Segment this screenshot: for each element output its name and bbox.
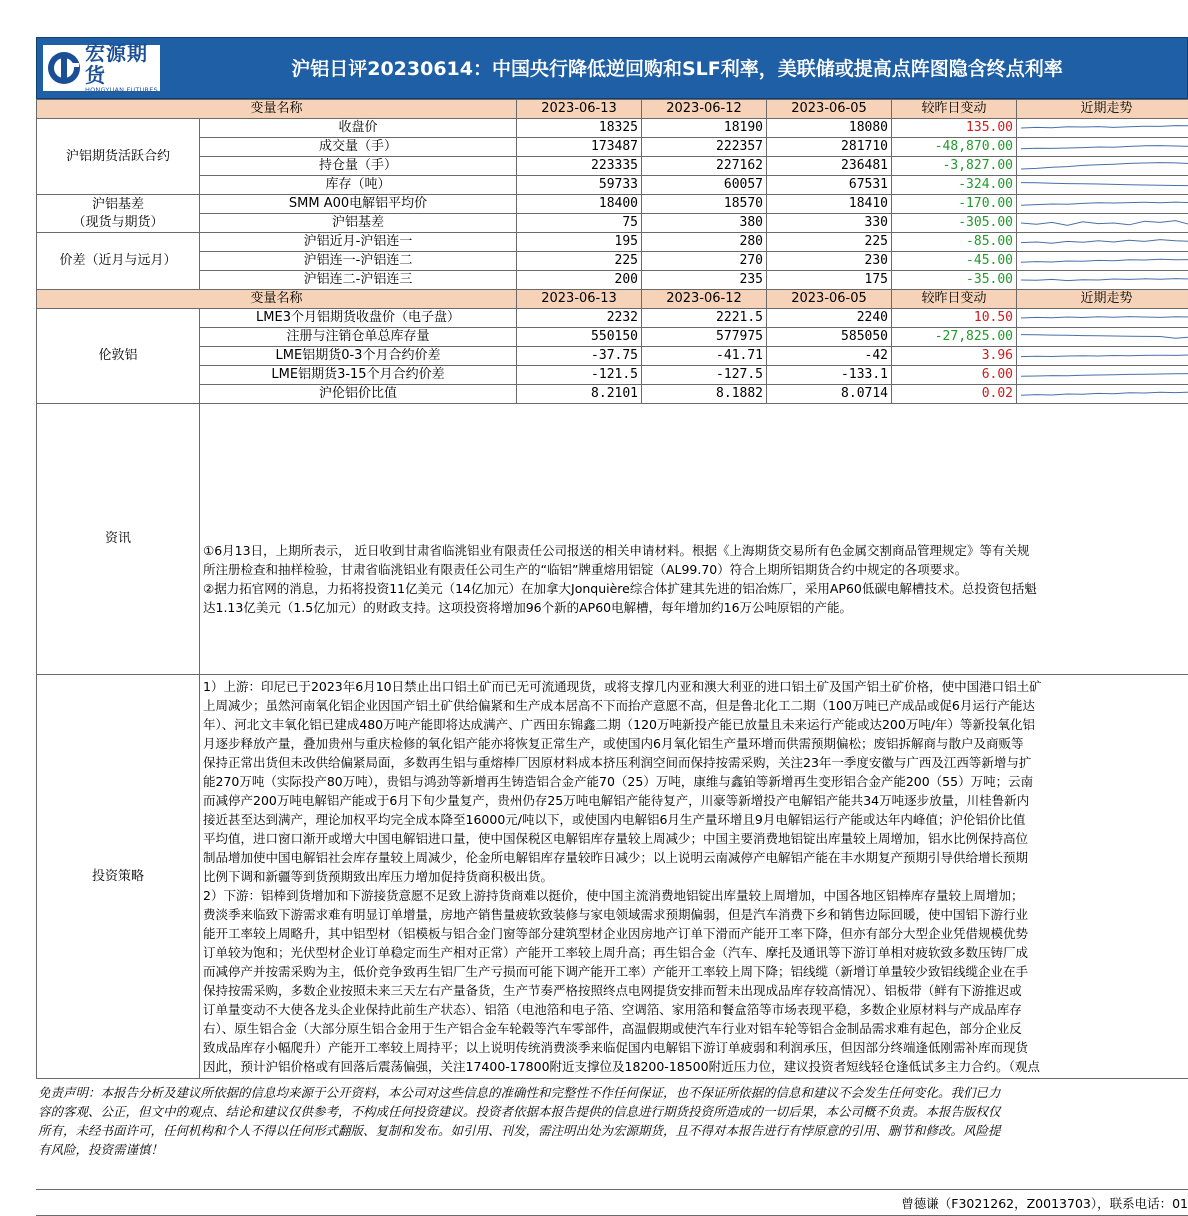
- variable-name: 沪铝连二-沪铝连三: [200, 271, 517, 290]
- daily-change: -170.00: [892, 195, 1017, 214]
- trend-sparkline: [1017, 271, 1188, 289]
- strategy-line: 右）、原生铝合金（大部分原生铝合金用于生产铝合金车轮毂等汽车零部件，高温假期或使汽车行业对铝车轮等铝合金制品需求难有起色，部分企业反: [203, 1019, 1188, 1038]
- trend-sparkline: [1017, 119, 1188, 137]
- daily-change: -45.00: [892, 252, 1017, 271]
- strategy-line: 制品增加使中国电解铝社会库存量较上周减少，伦金所电解铝库存量较昨日减少；以上说明云南减停产电解铝产能在丰水期复产预期引导供给增长预期: [203, 848, 1188, 867]
- value-2023-06-13: 200: [517, 271, 642, 290]
- value-2023-06-05: 2240: [767, 309, 892, 328]
- table-row: [37, 347, 1188, 366]
- daily-change: 10.50: [892, 309, 1017, 328]
- trend-line: [1021, 202, 1188, 205]
- news-line: ①6月13日，上期所表示， 近日收到甘肃省临洮铝业有限责任公司报送的相关申请材料。根据《上海期货交易所有色金属交割商品管理规定》等有关规: [203, 541, 1188, 560]
- disclaimer-line: 免责声明：本报告分析及建议所依据的信息均来源于公开资料，本公司对这些信息的准确性和完整性不作任何保证，也不保证所依据的信息和建议不会发生任何变化。我们已力: [38, 1083, 1188, 1102]
- value-2023-06-12: 18190: [642, 119, 767, 138]
- disclaimer-line: 所有，未经书面许可，任何机构和个人不得以任何形式翻版、复制和发布。如引用、刊发，需注明出处为宏源期货，且不得对本报告进行有悖原意的引用、删节和修改。风险提: [38, 1121, 1188, 1140]
- trend-sparkline: [1017, 309, 1188, 327]
- analyst-contact: 曾德谦（F3021262，Z0013703），联系电话：01: [36, 1194, 1188, 1216]
- recent-trend-cell: [1017, 328, 1188, 347]
- trend-sparkline: [1017, 347, 1188, 365]
- strategy-line: 上周减少；虽然河南氧化铝企业因国产铝土矿供给偏紧和生产成本居高不下而抬产意愿不高，但是鲁北化工二期（100万吨已产成品或促6月运行产能达: [203, 696, 1188, 715]
- category-cell: 价差（近月与远月）: [37, 233, 200, 290]
- table-row: [37, 233, 1188, 252]
- daily-change: -324.00: [892, 176, 1017, 195]
- daily-change: -85.00: [892, 233, 1017, 252]
- variable-name: LME铝期货3-15个月合约价差: [200, 366, 517, 385]
- news-content: [200, 404, 1188, 675]
- value-2023-06-13: 550150: [517, 328, 642, 347]
- trend-sparkline: [1017, 214, 1188, 232]
- strategy-line: 订单较为饱和；光伏型材企业订单稳定而生产相对正常）产能开工率较上周升高；再生铝合金（汽车、摩托及通讯等下游订单相对疲软致多数压铸厂成: [203, 943, 1188, 962]
- column-header: 变量名称: [37, 100, 517, 119]
- column-header: 2023-06-12: [642, 100, 767, 119]
- disclaimer-line: 容的客观、公正，但文中的观点、结论和建议仅供参考，不构成任何投资建议。投资者依据本报告提供的信息进行期货投资所造成的一切后果，本公司概不负责。本报告版权仅: [38, 1102, 1188, 1121]
- variable-name: 注册与注销仓单总库存量: [200, 328, 517, 347]
- category-label-line: （现货与期货）: [40, 214, 196, 232]
- value-2023-06-05: 585050: [767, 328, 892, 347]
- hongyuan-logo-icon: [47, 51, 81, 85]
- strategy-line: 能开工率较上周略升，其中铝型材（铝模板与铝合金门窗等部分建筑型材企业因房地产订单下滑而产能开工率下降，但亦有部分大型企业凭借规模优势: [203, 924, 1188, 943]
- recent-trend-cell: [1017, 119, 1188, 138]
- strategy-line: 而减停产并按需采购为主，低价竞争致再生铝厂生产亏损而可能下调产能开工率）产能开工率较上周下降；铝线缆（新增订单量较少致铝线缆企业在手: [203, 962, 1188, 981]
- trend-sparkline: [1017, 176, 1188, 194]
- logo-chinese-name: 宏源期货: [85, 42, 160, 86]
- value-2023-06-13: 223335: [517, 157, 642, 176]
- table-row: [37, 271, 1188, 290]
- strategy-line: 2）下游：铝棒到货增加和下游接货意愿不足致上游持货商难以挺价，使中国主流消费地铝锭出库量较上周增加，中国各地区铝棒库存量较上周增加；: [203, 886, 1188, 905]
- category-cell: 伦敦铝: [37, 309, 200, 404]
- daily-change: -48,870.00: [892, 138, 1017, 157]
- column-header: 2023-06-13: [517, 100, 642, 119]
- variable-name: 成交量（手）: [200, 138, 517, 157]
- table-row: [37, 176, 1188, 195]
- table-row: [37, 138, 1188, 157]
- trend-sparkline: [1017, 157, 1188, 175]
- value-2023-06-12: 60057: [642, 176, 767, 195]
- value-2023-06-12: 222357: [642, 138, 767, 157]
- recent-trend-cell: [1017, 309, 1188, 328]
- variable-name: SMM A00电解铝平均价: [200, 195, 517, 214]
- strategy-line: 保持按需采购，多数企业按照未来三天左右产量备货，生产节奏严格按照终点电网提货安排而暂未出现成品库存较高情况）、铝板带（鲜有下游推迟或: [203, 981, 1188, 1000]
- report-title: 沪铝日评20230614：中国央行降低逆回购和SLF利率，美联储或提高点阵图隐含终点利率: [167, 54, 1187, 81]
- recent-trend-cell: [1017, 214, 1188, 233]
- column-header: 变量名称: [37, 290, 517, 309]
- recent-trend-cell: [1017, 157, 1188, 176]
- news-line: 所注册检查和抽样检验，甘肃省临洮铝业有限责任公司生产的“临铝”牌重熔用铝锭（AL99.70）符合上期所铝期货合约中规定的各项要求。: [203, 560, 1188, 579]
- column-header: 近期走势: [1017, 100, 1188, 119]
- hongyuan-logo: [43, 45, 160, 91]
- strategy-line: 保持正常出货但未改供给偏紧局面，多数再生铝与重熔棒厂因原材料成本挤压利润空间而保持按需采购，关注23年一季度安徽与广西及江西等新增与扩: [203, 753, 1188, 772]
- variable-name: 收盘价: [200, 119, 517, 138]
- column-header: 2023-06-05: [767, 290, 892, 309]
- report-header: [36, 37, 1188, 99]
- category-cell: [37, 195, 200, 233]
- value-2023-06-05: 230: [767, 252, 892, 271]
- value-2023-06-05: 330: [767, 214, 892, 233]
- daily-change: -3,827.00: [892, 157, 1017, 176]
- value-2023-06-05: -42: [767, 347, 892, 366]
- table-header-row: [37, 100, 1188, 119]
- value-2023-06-05: -133.1: [767, 366, 892, 385]
- table-row: [37, 366, 1188, 385]
- daily-change: 135.00: [892, 119, 1017, 138]
- strategy-content: [200, 675, 1188, 1079]
- value-2023-06-12: -127.5: [642, 366, 767, 385]
- value-2023-06-12: 577975: [642, 328, 767, 347]
- trend-sparkline: [1017, 195, 1188, 213]
- strategy-line: 平均值，进口窗口渐开或增大中国电解铝进口量，使中国保税区电解铝库存量较上周减少；中国主要消费地铝锭出库量较上周增加，铝水比例保持高位: [203, 829, 1188, 848]
- column-header: 近期走势: [1017, 290, 1188, 309]
- value-2023-06-12: 227162: [642, 157, 767, 176]
- trend-sparkline: [1017, 138, 1188, 156]
- market-data-table: [36, 99, 1188, 1079]
- table-row: [37, 195, 1188, 214]
- value-2023-06-13: 18325: [517, 119, 642, 138]
- value-2023-06-12: 18570: [642, 195, 767, 214]
- table-row: [37, 328, 1188, 347]
- value-2023-06-05: 67531: [767, 176, 892, 195]
- recent-trend-cell: [1017, 271, 1188, 290]
- strategy-line: 致成品库存小幅爬升）产能开工率较上周持平；以上说明传统消费淡季来临促国内电解铝下游订单疲弱和利润承压，但因部分终端逢低刚需补库而现货: [203, 1038, 1188, 1057]
- value-2023-06-05: 18080: [767, 119, 892, 138]
- category-label-line: 沪铝基差: [40, 196, 196, 214]
- column-header: 2023-06-12: [642, 290, 767, 309]
- strategy-line: 能270万吨（实际投产80万吨），贵铝与鸿劲等新增再生铸造铝合金产能70（25）万吨，康维与鑫铂等新增再生变形铝合金产能200（55）万吨；云南: [203, 772, 1188, 791]
- value-2023-06-05: 8.0714: [767, 385, 892, 404]
- daily-change: 0.02: [892, 385, 1017, 404]
- recent-trend-cell: [1017, 233, 1188, 252]
- value-2023-06-12: -41.71: [642, 347, 767, 366]
- value-2023-06-12: 280: [642, 233, 767, 252]
- value-2023-06-13: -37.75: [517, 347, 642, 366]
- value-2023-06-05: 225: [767, 233, 892, 252]
- table-row: [37, 385, 1188, 404]
- daily-change: -35.00: [892, 271, 1017, 290]
- report-page: [36, 37, 1188, 1216]
- daily-change: 6.00: [892, 366, 1017, 385]
- trend-line: [1021, 146, 1188, 149]
- trend-sparkline: [1017, 385, 1188, 403]
- strategy-line: 接近甚至达到满产，理论加权平均完全成本降至16000元/吨以下，或使国内电解铝6月生产量环增且9月电解铝运行产能或达年内峰值；沪伦铝价比值: [203, 810, 1188, 829]
- variable-name: 持仓量（手）: [200, 157, 517, 176]
- value-2023-06-13: 173487: [517, 138, 642, 157]
- value-2023-06-05: 18410: [767, 195, 892, 214]
- trend-line: [1021, 126, 1188, 128]
- value-2023-06-13: 2232: [517, 309, 642, 328]
- news-line: 达1.13亿美元（1.5亿加元）的财政支持。这项投资将增加96个新的AP60电解槽，每年增加约16万公吨原铝的产能。: [203, 598, 1188, 617]
- column-header: 较昨日变动: [892, 290, 1017, 309]
- category-cell: 沪铝期货活跃合约: [37, 119, 200, 195]
- column-header: 2023-06-13: [517, 290, 642, 309]
- strategy-line: 1）上游：印尼已于2023年6月10日禁止出口铝土矿而已无可流通现货，或将支撑几内亚和澳大利亚的进口铝土矿及国产铝土矿价格，使中国港口铝土矿: [203, 677, 1188, 696]
- strategy-line: 月逐步释放产量，叠加贵州与重庆检修的氧化铝产能亦将恢复正常生产，或使国内6月氧化铝生产量环增而供需预期偏松；废铝拆解商与散户及商贩等: [203, 734, 1188, 753]
- value-2023-06-13: 8.2101: [517, 385, 642, 404]
- value-2023-06-13: 195: [517, 233, 642, 252]
- value-2023-06-05: 175: [767, 271, 892, 290]
- value-2023-06-13: 18400: [517, 195, 642, 214]
- value-2023-06-13: -121.5: [517, 366, 642, 385]
- daily-change: -305.00: [892, 214, 1017, 233]
- value-2023-06-05: 281710: [767, 138, 892, 157]
- recent-trend-cell: [1017, 176, 1188, 195]
- variable-name: LME铝期货0-3个月合约价差: [200, 347, 517, 366]
- value-2023-06-12: 2221.5: [642, 309, 767, 328]
- value-2023-06-12: 380: [642, 214, 767, 233]
- column-header: 较昨日变动: [892, 100, 1017, 119]
- value-2023-06-13: 59733: [517, 176, 642, 195]
- trend-line: [1021, 355, 1188, 357]
- trend-line: [1021, 240, 1188, 244]
- strategy-label: 投资策略: [37, 675, 200, 1079]
- disclaimer-line: 有风险，投资需谨慎！: [38, 1140, 1188, 1159]
- value-2023-06-05: 236481: [767, 157, 892, 176]
- trend-sparkline: [1017, 366, 1188, 384]
- trend-line: [1021, 335, 1188, 339]
- daily-change: -27,825.00: [892, 328, 1017, 347]
- news-label: 资讯: [37, 404, 200, 675]
- recent-trend-cell: [1017, 366, 1188, 385]
- strategy-line: 费淡季来临致下游需求难有明显订单增量，房地产销售量疲软致装修与家电领域需求预期偏弱，但是汽车消费下乡和销售边际回暖，使中国铝下游行业: [203, 905, 1188, 924]
- trend-sparkline: [1017, 252, 1188, 270]
- value-2023-06-13: 225: [517, 252, 642, 271]
- recent-trend-cell: [1017, 252, 1188, 271]
- value-2023-06-12: 8.1882: [642, 385, 767, 404]
- trend-line: [1021, 317, 1188, 318]
- table-row: [37, 119, 1188, 138]
- variable-name: 沪铝基差: [200, 214, 517, 233]
- trend-line: [1021, 374, 1188, 377]
- news-line: ②据力拓官网的消息，力拓将投资11亿美元（14亿加元）在加拿大Jonquière综合体扩建其先进的铝冶炼厂，采用AP60低碳电解槽技术。总投资包括魁: [203, 579, 1188, 598]
- strategy-line: 订单量变动不大使各龙头企业保持此前生产状态）、铝箔（电池箔和电子箔、空调箔、家用箔和餐盒箔等市场表现平稳，多数企业原材料与产成品库存: [203, 1000, 1188, 1019]
- daily-change: 3.96: [892, 347, 1017, 366]
- column-header: 2023-06-05: [767, 100, 892, 119]
- table-header-row: [37, 290, 1188, 309]
- strategy-line: 而减停产200万吨电解铝产能或于6月下旬少量复产，贵州仍存25万吨电解铝产能待复产，川豪等新增投产电解铝产能共34万吨逐步放量，川桂鲁新内: [203, 791, 1188, 810]
- trend-line: [1021, 392, 1188, 395]
- strategy-line: 比例下调和新疆等到货预期致出库压力增加促持货商积极出货。: [203, 867, 1188, 886]
- recent-trend-cell: [1017, 385, 1188, 404]
- table-row: [37, 252, 1188, 271]
- strategy-line: 年）、河北文丰氧化铝已建成480万吨产能即将达成满产、广西田东锦鑫二期（120万吨新投产能已放量且未来运行产能或达200万吨/年）等新投氧化铝: [203, 715, 1188, 734]
- trend-line: [1021, 163, 1188, 169]
- strategy-line: 因此，预计沪铝价格或有回落后震荡偏强，关注17400-17800附近支撑位及18200-18500附近压力位，建议投资者短线轻仓逢低试多主力合约。（观点: [203, 1057, 1188, 1076]
- disclaimer: [36, 1079, 1188, 1190]
- variable-name: 沪铝近月-沪铝连一: [200, 233, 517, 252]
- value-2023-06-13: 75: [517, 214, 642, 233]
- table-row: [37, 157, 1188, 176]
- recent-trend-cell: [1017, 347, 1188, 366]
- logo-english-name: HONGYUAN FUTURES: [85, 86, 160, 94]
- value-2023-06-12: 270: [642, 252, 767, 271]
- trend-line: [1021, 221, 1188, 226]
- trend-sparkline: [1017, 328, 1188, 346]
- variable-name: 库存（吨）: [200, 176, 517, 195]
- trend-line: [1021, 183, 1188, 186]
- table-row: [37, 309, 1188, 328]
- recent-trend-cell: [1017, 195, 1188, 214]
- trend-line: [1021, 279, 1188, 281]
- trend-line: [1021, 259, 1188, 262]
- table-row: [37, 214, 1188, 233]
- variable-name: 沪铝连一-沪铝连二: [200, 252, 517, 271]
- recent-trend-cell: [1017, 138, 1188, 157]
- trend-sparkline: [1017, 233, 1188, 251]
- variable-name: 沪伦铝价比值: [200, 385, 517, 404]
- value-2023-06-12: 235: [642, 271, 767, 290]
- variable-name: LME3个月铝期货收盘价（电子盘）: [200, 309, 517, 328]
